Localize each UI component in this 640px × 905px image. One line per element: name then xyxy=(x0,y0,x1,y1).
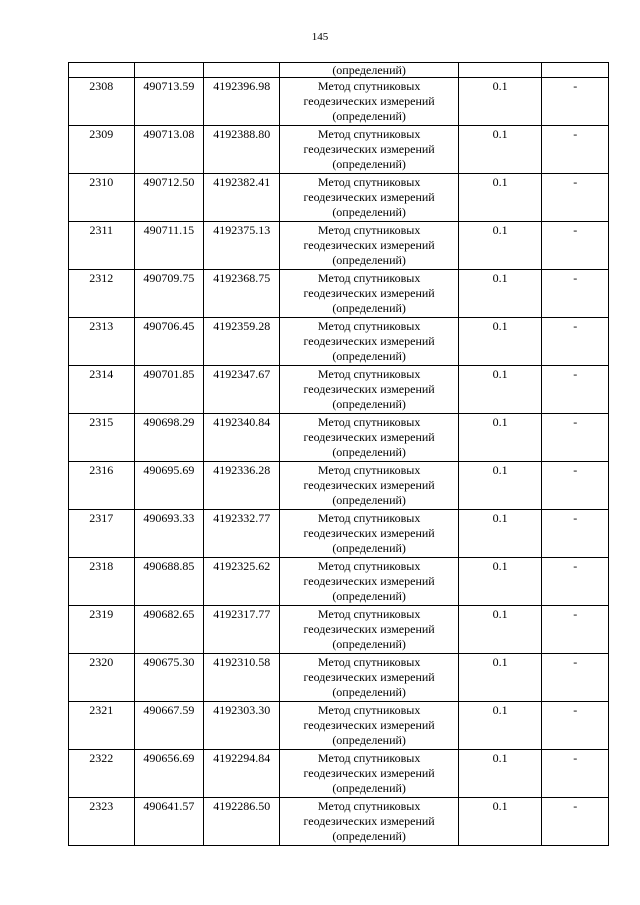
method-line: (определений) xyxy=(332,829,406,843)
method-line: (определений) xyxy=(332,733,406,747)
cell-x-coordinate: 490711.15 xyxy=(134,222,204,270)
method-line: Метод спутниковых xyxy=(317,655,421,669)
cell-method xyxy=(280,270,459,318)
cell-extra: - xyxy=(542,222,609,270)
cell-y-coordinate: 4192359.28 xyxy=(204,318,280,366)
cell-accuracy: 0.1 xyxy=(458,798,541,846)
cell-extra: - xyxy=(542,414,609,462)
cell-method xyxy=(280,654,459,702)
method-line: Метод спутниковых xyxy=(317,751,421,765)
cell-accuracy: 0.1 xyxy=(458,558,541,606)
method-line: (определений) xyxy=(332,493,406,507)
cell-extra: - xyxy=(542,366,609,414)
cell-point-number: 2313 xyxy=(69,318,135,366)
cell-y-coordinate: 4192286.50 xyxy=(204,798,280,846)
cell-point-number: 2317 xyxy=(69,510,135,558)
method-line: (определений) xyxy=(332,301,406,315)
method-line: геодезических измерений xyxy=(303,382,435,396)
cell-accuracy: 0.1 xyxy=(458,462,541,510)
cell-method xyxy=(280,174,459,222)
method-line: (определений) xyxy=(332,109,406,123)
cell-extra: - xyxy=(542,798,609,846)
method-line: геодезических измерений xyxy=(303,766,435,780)
cell-accuracy: 0.1 xyxy=(458,606,541,654)
method-line: Метод спутниковых xyxy=(317,367,421,381)
cell-point-number: 2308 xyxy=(69,78,135,126)
method-line: геодезических измерений xyxy=(303,286,435,300)
cell-x-coordinate: 490698.29 xyxy=(134,414,204,462)
cell-method xyxy=(280,750,459,798)
method-line: (определений) xyxy=(332,349,406,363)
table-row xyxy=(69,174,609,222)
cell-num xyxy=(69,63,135,78)
cell-accuracy: 0.1 xyxy=(458,366,541,414)
cell-point-number: 2315 xyxy=(69,414,135,462)
cell-x xyxy=(134,63,204,78)
coordinates-table xyxy=(68,62,609,846)
cell-y-coordinate: 4192368.75 xyxy=(204,270,280,318)
method-line: (определений) xyxy=(332,205,406,219)
cell-extra: - xyxy=(542,126,609,174)
method-line: Метод спутниковых xyxy=(317,79,421,93)
method-line: геодезических измерений xyxy=(303,430,435,444)
table-row xyxy=(69,366,609,414)
method-line: геодезических измерений xyxy=(303,94,435,108)
method-line: Метод спутниковых xyxy=(317,799,421,813)
cell-extra: - xyxy=(542,558,609,606)
cell-point-number: 2318 xyxy=(69,558,135,606)
cell-method xyxy=(280,558,459,606)
cell-accuracy: 0.1 xyxy=(458,126,541,174)
cell-y xyxy=(204,63,280,78)
method-line: геодезических измерений xyxy=(303,622,435,636)
method-line: (определений) xyxy=(332,157,406,171)
cell-x-coordinate: 490675.30 xyxy=(134,654,204,702)
cell-point-number: 2321 xyxy=(69,702,135,750)
cell-y-coordinate: 4192294.84 xyxy=(204,750,280,798)
cell-x-coordinate: 490713.08 xyxy=(134,126,204,174)
cell-point-number: 2316 xyxy=(69,462,135,510)
cell-x-coordinate: 490656.69 xyxy=(134,750,204,798)
method-line: Метод спутниковых xyxy=(317,127,421,141)
method-line: (определений) xyxy=(332,589,406,603)
cell-method xyxy=(280,798,459,846)
cell-point-number: 2323 xyxy=(69,798,135,846)
cell-x-coordinate: 490667.59 xyxy=(134,702,204,750)
cell-accuracy xyxy=(458,63,541,78)
cell-extra xyxy=(542,63,609,78)
cell-accuracy: 0.1 xyxy=(458,270,541,318)
cell-extra: - xyxy=(542,462,609,510)
table-row xyxy=(69,126,609,174)
method-line: Метод спутниковых xyxy=(317,463,421,477)
method-line: геодезических измерений xyxy=(303,478,435,492)
cell-x-coordinate: 490641.57 xyxy=(134,798,204,846)
cell-accuracy: 0.1 xyxy=(458,78,541,126)
table-row xyxy=(69,414,609,462)
table-row xyxy=(69,222,609,270)
method-line: Метод спутниковых xyxy=(317,559,421,573)
method-line: геодезических измерений xyxy=(303,334,435,348)
table-row xyxy=(69,78,609,126)
cell-accuracy: 0.1 xyxy=(458,174,541,222)
cell-x-coordinate: 490688.85 xyxy=(134,558,204,606)
table-row xyxy=(69,750,609,798)
method-line: Метод спутниковых xyxy=(317,703,421,717)
method-line: Метод спутниковых xyxy=(317,319,421,333)
table-row xyxy=(69,798,609,846)
cell-y-coordinate: 4192332.77 xyxy=(204,510,280,558)
cell-y-coordinate: 4192317.77 xyxy=(204,606,280,654)
cell-x-coordinate: 490701.85 xyxy=(134,366,204,414)
cell-x-coordinate: 490713.59 xyxy=(134,78,204,126)
cell-x-coordinate: 490712.50 xyxy=(134,174,204,222)
method-line: геодезических измерений xyxy=(303,190,435,204)
table-body xyxy=(69,63,609,846)
cell-method xyxy=(280,78,459,126)
cell-extra: - xyxy=(542,654,609,702)
cell-accuracy: 0.1 xyxy=(458,318,541,366)
cell-y-coordinate: 4192340.84 xyxy=(204,414,280,462)
method-line: Метод спутниковых xyxy=(317,415,421,429)
cell-extra: - xyxy=(542,750,609,798)
cell-accuracy: 0.1 xyxy=(458,414,541,462)
method-line: (определений) xyxy=(332,685,406,699)
cell-y-coordinate: 4192375.13 xyxy=(204,222,280,270)
cell-method-continuation: (определений) xyxy=(280,63,459,78)
page-number: 145 xyxy=(311,31,329,43)
table-row xyxy=(69,510,609,558)
method-line: (определений) xyxy=(332,253,406,267)
table-row xyxy=(69,462,609,510)
cell-extra: - xyxy=(542,174,609,222)
cell-accuracy: 0.1 xyxy=(458,750,541,798)
method-line: геодезических измерений xyxy=(303,142,435,156)
cell-extra: - xyxy=(542,702,609,750)
method-line: геодезических измерений xyxy=(303,238,435,252)
cell-method xyxy=(280,606,459,654)
cell-x-coordinate: 490693.33 xyxy=(134,510,204,558)
table-row xyxy=(69,654,609,702)
method-line: Метод спутниковых xyxy=(317,223,421,237)
method-line: Метод спутниковых xyxy=(317,607,421,621)
cell-point-number: 2314 xyxy=(69,366,135,414)
cell-point-number: 2319 xyxy=(69,606,135,654)
method-line: (определений) xyxy=(332,541,406,555)
method-line: (определений) xyxy=(332,445,406,459)
cell-method xyxy=(280,414,459,462)
cell-extra: - xyxy=(542,318,609,366)
cell-y-coordinate: 4192336.28 xyxy=(204,462,280,510)
cell-y-coordinate: 4192347.67 xyxy=(204,366,280,414)
cell-extra: - xyxy=(542,78,609,126)
cell-point-number: 2310 xyxy=(69,174,135,222)
cell-method xyxy=(280,222,459,270)
cell-method xyxy=(280,318,459,366)
cell-point-number: 2311 xyxy=(69,222,135,270)
method-line: Метод спутниковых xyxy=(317,175,421,189)
method-line: Метод спутниковых xyxy=(317,271,421,285)
cell-y-coordinate: 4192396.98 xyxy=(204,78,280,126)
method-line: геодезических измерений xyxy=(303,574,435,588)
cell-extra: - xyxy=(542,270,609,318)
method-line: (определений) xyxy=(332,397,406,411)
method-line: геодезических измерений xyxy=(303,814,435,828)
cell-accuracy: 0.1 xyxy=(458,654,541,702)
method-line: (определений) xyxy=(332,637,406,651)
method-line: (определений) xyxy=(332,781,406,795)
method-line: Метод спутниковых xyxy=(317,511,421,525)
cell-extra: - xyxy=(542,606,609,654)
cell-x-coordinate: 490695.69 xyxy=(134,462,204,510)
table-row xyxy=(69,318,609,366)
table-row xyxy=(69,606,609,654)
cell-point-number: 2322 xyxy=(69,750,135,798)
cell-method xyxy=(280,366,459,414)
cell-point-number: 2320 xyxy=(69,654,135,702)
cell-accuracy: 0.1 xyxy=(458,510,541,558)
method-line: геодезических измерений xyxy=(303,718,435,732)
cell-x-coordinate: 490706.45 xyxy=(134,318,204,366)
table-row xyxy=(69,558,609,606)
method-line: геодезических измерений xyxy=(303,670,435,684)
cell-x-coordinate: 490709.75 xyxy=(134,270,204,318)
cell-y-coordinate: 4192388.80 xyxy=(204,126,280,174)
cell-y-coordinate: 4192310.58 xyxy=(204,654,280,702)
table-row xyxy=(69,270,609,318)
cell-method xyxy=(280,462,459,510)
cell-accuracy: 0.1 xyxy=(458,702,541,750)
cell-method xyxy=(280,126,459,174)
cell-extra: - xyxy=(542,510,609,558)
cell-point-number: 2312 xyxy=(69,270,135,318)
cell-method xyxy=(280,702,459,750)
cell-x-coordinate: 490682.65 xyxy=(134,606,204,654)
cell-accuracy: 0.1 xyxy=(458,222,541,270)
cell-y-coordinate: 4192382.41 xyxy=(204,174,280,222)
method-line: геодезических измерений xyxy=(303,526,435,540)
cell-method xyxy=(280,510,459,558)
cell-point-number: 2309 xyxy=(69,126,135,174)
continuation-row xyxy=(69,63,609,78)
table-row xyxy=(69,702,609,750)
cell-y-coordinate: 4192325.62 xyxy=(204,558,280,606)
cell-y-coordinate: 4192303.30 xyxy=(204,702,280,750)
